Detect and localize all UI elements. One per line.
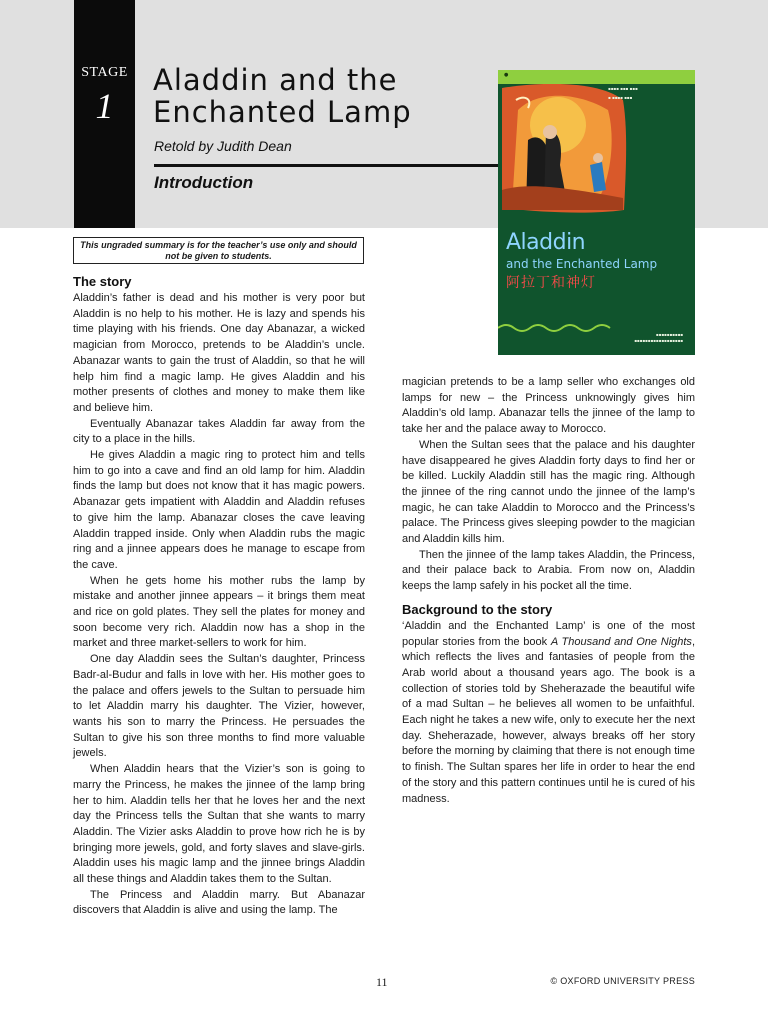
cover-ribbon xyxy=(498,70,695,84)
stage-number: 1 xyxy=(95,86,114,126)
story-paragraph: When Aladdin hears that the Vizier’s son is going to marry the Princess, he makes the jinnee of the lamp bring her to him. Aladdin tells her that he loves her and the next day the Princess tells the Sultan that she wants to marry Aladdin. The Vizier asks Aladdin to prove how rich he is by bringing more jewels, gold, and forty slaves and slave-girls. Aladdin uses his magic lamp and the jinnee brings Aladdin all these things and Aladdin takes them to the Sultan. xyxy=(73,763,365,886)
cover-title: Aladdin xyxy=(506,230,586,255)
book-reference: A Thousand and One Nights xyxy=(550,635,692,648)
cover-series-badge: ● xyxy=(504,72,509,78)
book-cover-image xyxy=(498,70,695,355)
cover-publisher-logo: ▪▪▪▪▪▪▪▪▪▪ xyxy=(655,332,683,337)
story-paragraph: Eventually Abanazar takes Aladdin far away from the city to a place in the hills. xyxy=(73,417,365,446)
story-paragraph: Then the jinnee of the lamp takes Aladdin, the Princess, and their palace back to Arabia. From now on, Aladdin keeps the lamp safely in his pocket all the time. xyxy=(402,548,695,593)
background-text: , which reflects the lives and fantasies of people from the Arab world about a thousand years ago. The book is a collection of stories told by Sheherazade the beautiful wife of a mad Sultan – he believes all women to be unfaithful. Each night he takes a new wife, only to execute her the next day. Sheherazade, however, always breaks off her story before the morning by claiming that there is not enough time to finish. The Sultan spares her life in order to hear the end of the story and this pattern continues until he is cured of his madness. xyxy=(402,635,695,805)
cover-publisher-logo: ▪▪▪▪▪▪▪▪▪▪▪▪▪▪▪▪▪▪ xyxy=(634,338,683,343)
story-heading: The story xyxy=(73,274,132,289)
background-heading: Background to the story xyxy=(402,601,553,617)
stage-label: STAGE xyxy=(81,65,128,80)
cover-small-text: ▪ ▪▪▪▪ ▪▪▪ xyxy=(608,95,633,100)
teacher-notice: This ungraded summary is for the teacher’s use only and should not be given to students. xyxy=(73,237,364,264)
story-paragraph: Aladdin’s father is dead and his mother is very poor but Aladdin is no help to his mother. He is lazy and spends his time playing with his friends. One day Abanazar, a wicked magician from Morocco, pretends to be Aladdin’s uncle. Abanazar wants to gain the trust of Aladdin, so that he will help him find a magic lamp. He gives Aladdin and his mother presents of clothes and money to make them like and believe him. xyxy=(73,292,365,414)
background-paragraph xyxy=(402,619,695,807)
header-rule xyxy=(154,164,498,167)
story-paragraph: magician pretends to be a lamp seller who exchanges old lamps for new – the Princess unknowingly gives him Aladdin’s old lamp. Abanazar tells the jinnee of the lamp to take her and the palace away to Morocco. xyxy=(402,376,695,436)
story-paragraph: He gives Aladdin a magic ring to protect him and tells him to go into a cave and find an old lamp for him. Aladdin finds the lamp but does not know that it has magic powers. Abanazar gets impatient with Aladdin and Aladdin refuses to give him the lamp. Abanazar closes the cave leaving Aladdin trapped inside. Only when Aladdin rubs the magic ring and a jinnee appears does he manage to escape from the cave. xyxy=(73,449,365,571)
retold-by: Retold by Judith Dean xyxy=(154,138,292,154)
background-text: ‘Aladdin and the Enchanted Lamp’ is one of the most popular stories from the book xyxy=(402,619,695,648)
story-paragraph: One day Aladdin sees the Sultan’s daughter, Princess Badr-al-Budur and falls in love with her. His mother goes to the palace and offers jewels to the Sultan to persuade him to let Aladdin marry his daughter. The Vizier, however, wants his son to marry the Princess. He persuades the Sultan to give his son three months to find more valuable jewels. xyxy=(73,653,365,760)
left-column xyxy=(73,273,365,919)
section-heading: Introduction xyxy=(154,173,254,192)
right-column xyxy=(402,375,695,807)
cover-small-text: ▪▪▪▪ ▪▪▪ ▪▪▪ xyxy=(608,86,638,91)
cover-chinese-title: 阿拉丁和神灯 xyxy=(506,275,596,291)
story-paragraph: The Princess and Aladdin marry. But Abanazar discovers that Aladdin is alive and using the lamp. The xyxy=(73,888,365,917)
cover-subtitle: and the Enchanted Lamp xyxy=(506,257,658,271)
story-paragraph: When he gets home his mother rubs the lamp by mistake and another jinnee appears – it brings them meat and rice on gold plates. They sell the plates for money and soon become very rich. Aladdin now has a shop in the market and three market-sellers to work for him. xyxy=(73,574,365,650)
cover-illustration xyxy=(498,70,695,240)
story-paragraph: When the Sultan sees that the palace and his daughter have disappeared he gives Aladdin forty days to find her or be killed. Luckily Aladdin still has the magic ring. Although the jinnee of the ring cannot undo the jinnee of the lamp’s magic, he can take Aladdin to Morocco and the Princess’s palace. The Princess gives sleeping powder to the magician and Aladdin kills him. xyxy=(402,438,695,546)
publisher-credit: © OXFORD UNIVERSITY PRESS xyxy=(550,976,695,986)
book-title: Aladdin and the Enchanted Lamp xyxy=(153,63,412,129)
page-number: 11 xyxy=(376,975,388,989)
